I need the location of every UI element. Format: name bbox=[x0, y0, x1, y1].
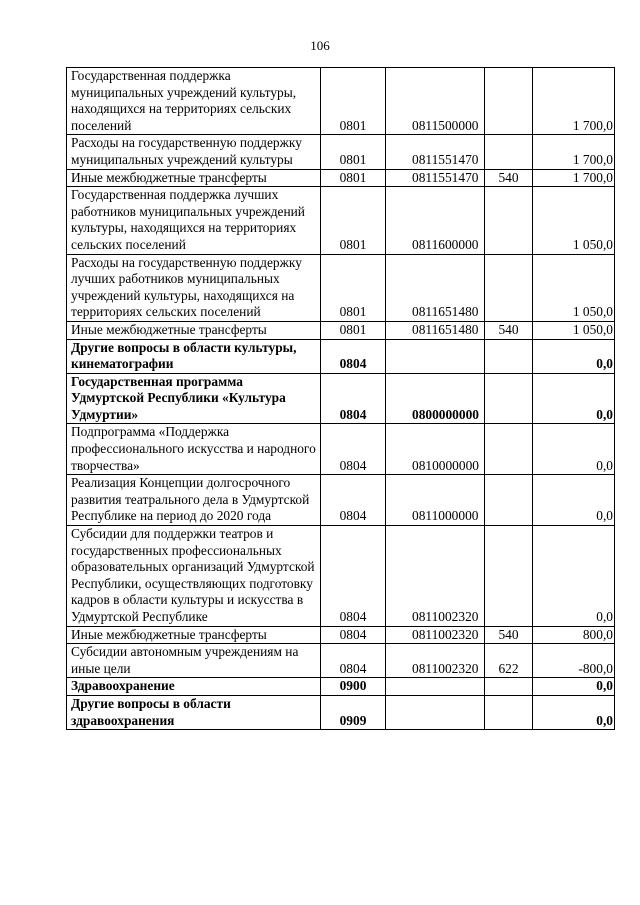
table-row bbox=[67, 373, 615, 424]
row-name: Государственная поддержка муниципальных учреждений культуры, находящихся на территориях сельских поселений bbox=[67, 68, 321, 135]
row-name: Расходы на государственную поддержку лучших работников муниципальных учреждений культуры, находящихся на территориях сельских поселений bbox=[67, 254, 321, 321]
row-section-code: 0804 bbox=[321, 373, 386, 424]
row-target-code: 0811651480 bbox=[386, 254, 485, 321]
row-section-code: 0804 bbox=[321, 626, 386, 644]
row-expense-type bbox=[485, 373, 533, 424]
table-row bbox=[67, 169, 615, 187]
table-row bbox=[67, 695, 615, 729]
row-expense-type: 540 bbox=[485, 626, 533, 644]
row-section-code: 0804 bbox=[321, 339, 386, 373]
row-expense-type bbox=[485, 339, 533, 373]
row-name: Государственная поддержка лучших работников муниципальных учреждений культуры, находящихся на территориях сельских поселений bbox=[67, 187, 321, 254]
page-number: 106 bbox=[310, 38, 330, 53]
row-target-code: 0811551470 bbox=[386, 169, 485, 187]
row-target-code: 0811000000 bbox=[386, 475, 485, 526]
table-row bbox=[67, 321, 615, 339]
row-expense-type: 622 bbox=[485, 644, 533, 678]
table-row bbox=[67, 678, 615, 696]
row-name: Субсидии для поддержки театров и государственных профессиональных образовательных организаций Удмуртской Республики, осуществляющих подготовку кадров в области культуры и искусства в Удмуртской Республике bbox=[67, 526, 321, 627]
table-row bbox=[67, 424, 615, 475]
row-expense-type bbox=[485, 695, 533, 729]
row-section-code: 0804 bbox=[321, 644, 386, 678]
row-amount: 0,0 bbox=[533, 339, 615, 373]
row-name: Субсидии автономным учреждениям на иные цели bbox=[67, 644, 321, 678]
table-row bbox=[67, 626, 615, 644]
row-section-code: 0801 bbox=[321, 68, 386, 135]
row-section-code: 0804 bbox=[321, 526, 386, 627]
row-amount: 1 700,0 bbox=[533, 68, 615, 135]
row-amount: 800,0 bbox=[533, 626, 615, 644]
table-row bbox=[67, 339, 615, 373]
row-name: Иные межбюджетные трансферты bbox=[67, 626, 321, 644]
budget-table bbox=[66, 67, 615, 730]
row-section-code: 0804 bbox=[321, 424, 386, 475]
row-expense-type bbox=[485, 475, 533, 526]
table-row bbox=[67, 526, 615, 627]
row-expense-type bbox=[485, 135, 533, 169]
row-name: Подпрограмма «Поддержка профессионального искусства и народного творчества» bbox=[67, 424, 321, 475]
row-amount: 0,0 bbox=[533, 678, 615, 696]
row-target-code: 0811500000 bbox=[386, 68, 485, 135]
row-amount: 1 700,0 bbox=[533, 169, 615, 187]
row-section-code: 0801 bbox=[321, 254, 386, 321]
row-section-code: 0900 bbox=[321, 678, 386, 696]
row-target-code: 0810000000 bbox=[386, 424, 485, 475]
row-section-code: 0801 bbox=[321, 135, 386, 169]
row-expense-type: 540 bbox=[485, 321, 533, 339]
row-name: Другие вопросы в области культуры, кинематографии bbox=[67, 339, 321, 373]
row-expense-type bbox=[485, 254, 533, 321]
row-amount: 0,0 bbox=[533, 373, 615, 424]
row-name: Здравоохранение bbox=[67, 678, 321, 696]
row-target-code bbox=[386, 678, 485, 696]
row-amount: 1 700,0 bbox=[533, 135, 615, 169]
row-name: Другие вопросы в области здравоохранения bbox=[67, 695, 321, 729]
table-row bbox=[67, 644, 615, 678]
row-amount: 0,0 bbox=[533, 526, 615, 627]
table-row bbox=[67, 475, 615, 526]
table-row bbox=[67, 135, 615, 169]
row-expense-type bbox=[485, 526, 533, 627]
row-expense-type: 540 bbox=[485, 169, 533, 187]
row-section-code: 0801 bbox=[321, 187, 386, 254]
table-row bbox=[67, 254, 615, 321]
row-amount: 1 050,0 bbox=[533, 254, 615, 321]
row-expense-type bbox=[485, 68, 533, 135]
row-amount: 1 050,0 bbox=[533, 187, 615, 254]
row-expense-type bbox=[485, 424, 533, 475]
row-name: Государственная программа Удмуртской Республики «Культура Удмуртии» bbox=[67, 373, 321, 424]
row-target-code: 0811600000 bbox=[386, 187, 485, 254]
row-section-code: 0804 bbox=[321, 475, 386, 526]
row-target-code: 0811002320 bbox=[386, 626, 485, 644]
row-target-code bbox=[386, 695, 485, 729]
row-name: Иные межбюджетные трансферты bbox=[67, 321, 321, 339]
row-name: Иные межбюджетные трансферты bbox=[67, 169, 321, 187]
row-name: Расходы на государственную поддержку муниципальных учреждений культуры bbox=[67, 135, 321, 169]
row-target-code: 0811551470 bbox=[386, 135, 485, 169]
row-amount: 0,0 bbox=[533, 695, 615, 729]
row-amount: -800,0 bbox=[533, 644, 615, 678]
table-row bbox=[67, 68, 615, 135]
row-amount: 0,0 bbox=[533, 424, 615, 475]
row-target-code: 0800000000 bbox=[386, 373, 485, 424]
row-amount: 0,0 bbox=[533, 475, 615, 526]
row-target-code: 0811651480 bbox=[386, 321, 485, 339]
table-row bbox=[67, 187, 615, 254]
row-section-code: 0909 bbox=[321, 695, 386, 729]
row-expense-type bbox=[485, 187, 533, 254]
row-target-code: 0811002320 bbox=[386, 526, 485, 627]
row-amount: 1 050,0 bbox=[533, 321, 615, 339]
row-section-code: 0801 bbox=[321, 321, 386, 339]
row-name: Реализация Концепции долгосрочного развития театрального дела в Удмуртской Республике на период до 2020 года bbox=[67, 475, 321, 526]
row-target-code: 0811002320 bbox=[386, 644, 485, 678]
row-expense-type bbox=[485, 678, 533, 696]
row-target-code bbox=[386, 339, 485, 373]
row-section-code: 0801 bbox=[321, 169, 386, 187]
